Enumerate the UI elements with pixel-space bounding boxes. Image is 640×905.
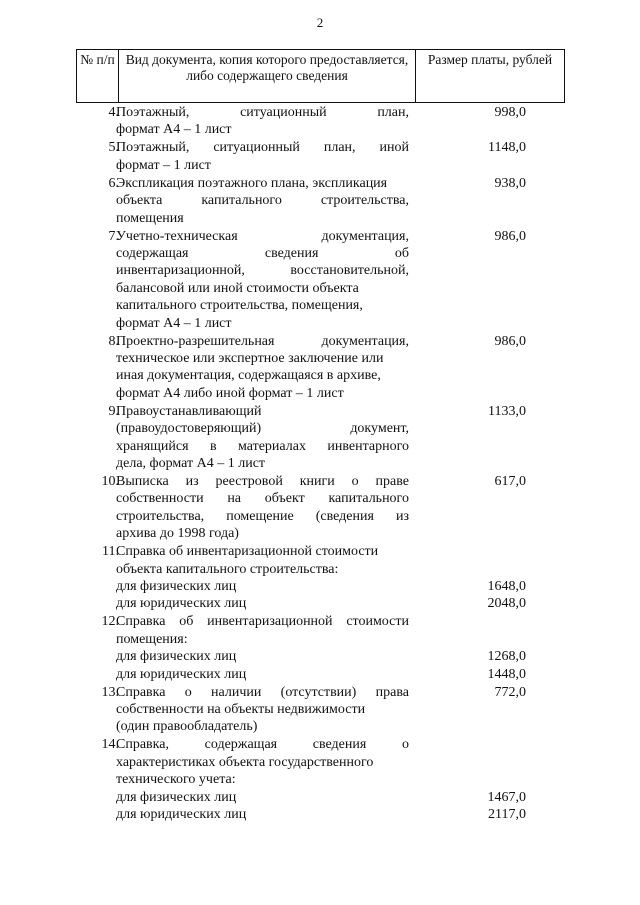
description-word: Справка об инвентаризационной стоимости — [116, 544, 379, 560]
price-value: 2048,0 — [487, 596, 526, 612]
price-value — [456, 561, 526, 578]
price-value: 1448,0 — [487, 666, 526, 682]
description-line — [116, 754, 409, 771]
description-word: (один правообладатель) — [116, 719, 258, 735]
description-line — [116, 157, 409, 174]
description-word: характеристиках объекта государственного — [116, 754, 374, 770]
description-word: объект — [264, 491, 305, 507]
row-number: 7. — [108, 228, 119, 244]
description-word: хранящийся — [116, 438, 189, 454]
description-word: об — [179, 614, 194, 630]
price-value — [456, 385, 526, 402]
description-word: Поэтажный, — [116, 140, 190, 156]
price-value: 986,0 — [494, 333, 526, 349]
price-value — [456, 245, 526, 262]
description-line — [116, 262, 409, 279]
price-value — [456, 367, 526, 384]
description-word: из — [395, 508, 409, 524]
row-description — [116, 175, 409, 227]
description-line — [116, 350, 409, 367]
price-value — [456, 701, 526, 718]
price-value: 772,0 — [494, 684, 526, 700]
description-word: Правоустанавливающий — [116, 403, 262, 419]
description-word: иной — [379, 140, 409, 156]
row-number: 14. — [101, 737, 119, 753]
description-line — [116, 175, 409, 192]
price-value — [456, 157, 526, 174]
price-value — [456, 315, 526, 332]
description-word: иная документация, содержащаяся в архиве, — [116, 368, 381, 384]
price-value — [456, 490, 526, 507]
price-value — [456, 718, 526, 735]
row-number: 6. — [108, 175, 119, 191]
description-word: собственности — [116, 491, 204, 507]
description-line — [116, 455, 409, 472]
price-value — [456, 280, 526, 297]
description-word: восстановительной, — [290, 263, 409, 279]
header-price: Размер платы, рублей — [416, 50, 565, 103]
row-description — [116, 736, 409, 823]
description-word: Справка, — [116, 737, 169, 753]
description-word: Учетно-техническая — [116, 228, 238, 244]
price-value — [456, 210, 526, 227]
description-word: для физических лиц — [116, 789, 237, 805]
row-description — [116, 333, 409, 403]
price-value: 2117,0 — [488, 806, 526, 822]
price-value: 998,0 — [494, 105, 526, 120]
description-line — [116, 385, 409, 402]
description-word: инвентаризационной, — [116, 263, 245, 279]
description-word: капитального — [328, 491, 409, 507]
description-word: для юридических лиц — [116, 666, 247, 682]
price-value: 1268,0 — [487, 649, 526, 665]
description-line — [116, 315, 409, 332]
description-word: в — [209, 438, 217, 454]
price-value — [456, 121, 526, 138]
price-value: 938,0 — [494, 175, 526, 191]
description-word: из — [185, 474, 199, 489]
description-line — [116, 121, 409, 138]
row-price — [456, 104, 526, 139]
row-description — [116, 139, 409, 174]
description-line — [116, 666, 409, 683]
description-word: наличии — [211, 684, 262, 700]
description-word: книги — [299, 474, 335, 489]
description-line — [116, 525, 409, 542]
description-word: формат А4 – 1 лист — [116, 122, 232, 138]
description-word: сведения — [264, 245, 319, 261]
description-word: (правоудостоверяющий) — [116, 421, 262, 437]
description-line — [116, 684, 409, 701]
price-value: 986,0 — [494, 228, 526, 244]
price-value — [456, 613, 526, 630]
description-line — [116, 139, 409, 156]
description-line — [116, 245, 409, 262]
description-line — [116, 595, 409, 612]
description-line — [116, 508, 409, 525]
description-line — [116, 578, 409, 595]
price-value: 1467,0 — [487, 789, 526, 805]
description-word: собственности на объекты недвижимости — [116, 701, 366, 717]
row-price — [456, 139, 526, 174]
row-description — [116, 684, 409, 736]
description-word: помещение — [226, 508, 294, 524]
row-number: 9. — [108, 403, 119, 419]
description-line — [116, 631, 409, 648]
price-value: 1148,0 — [488, 140, 526, 156]
row-number: 11. — [102, 544, 119, 560]
description-word: на — [227, 491, 242, 507]
description-word: капитального — [201, 193, 282, 209]
description-word: инвентаризационной — [207, 614, 333, 630]
description-word: для физических лиц — [116, 649, 237, 665]
description-word: о — [351, 474, 359, 489]
price-value — [456, 754, 526, 771]
price-value — [456, 736, 526, 753]
description-word: для физических лиц — [116, 578, 237, 594]
description-line — [116, 420, 409, 437]
description-word: объекта — [116, 193, 163, 209]
price-value: 617,0 — [494, 474, 526, 489]
description-word: дела, формат А4 – 1 лист — [116, 455, 266, 471]
description-word: техническое или экспертное заключение или — [116, 350, 384, 366]
description-line — [116, 280, 409, 297]
description-word: (сведения — [315, 508, 374, 524]
row-price — [456, 175, 526, 227]
price-value — [456, 508, 526, 525]
description-word: Проектно-разрешительная — [116, 333, 275, 349]
row-number: 10. — [101, 474, 119, 489]
description-line — [116, 613, 409, 630]
price-value — [456, 543, 526, 560]
description-word: документ, — [350, 421, 409, 437]
description-line — [116, 701, 409, 718]
description-word: материалах — [237, 438, 306, 454]
description-word: содержащая — [116, 245, 189, 261]
row-number: 13. — [101, 684, 119, 700]
description-word: объекта капитального строительства: — [116, 561, 339, 577]
header-doc: Вид документа, копия которого предоставляется, либо содержащего сведения — [119, 50, 416, 103]
row-description — [116, 543, 409, 613]
description-word: документация, — [321, 228, 409, 244]
description-word: Справка — [116, 684, 166, 700]
description-word: об — [394, 245, 409, 261]
row-number: 5. — [108, 140, 119, 156]
description-line — [116, 789, 409, 806]
row-price — [456, 403, 526, 473]
price-value — [456, 631, 526, 648]
price-value — [456, 771, 526, 788]
price-value: 1133,0 — [488, 403, 526, 419]
description-word: формат – 1 лист — [116, 157, 211, 173]
description-line — [116, 192, 409, 209]
description-word: реестровой — [215, 474, 283, 489]
description-word: документация, — [321, 333, 409, 349]
description-word: капитального строительства, помещения, — [116, 298, 363, 314]
price-value — [456, 192, 526, 209]
description-word: о — [184, 684, 192, 700]
row-number: 4. — [108, 105, 119, 120]
description-word: строительства, — [116, 508, 205, 524]
row-number: 12. — [101, 614, 119, 630]
description-line — [116, 543, 409, 560]
description-word: строительства, — [320, 193, 409, 209]
description-word: права — [375, 684, 409, 700]
description-word: план, — [377, 105, 409, 120]
description-word: сведения — [312, 737, 367, 753]
description-line — [116, 333, 409, 350]
row-description — [116, 473, 409, 543]
row-description — [116, 228, 409, 332]
price-value — [456, 350, 526, 367]
description-word: о — [402, 737, 409, 753]
description-word: для юридических лиц — [116, 596, 247, 612]
row-description — [116, 104, 409, 139]
description-word: (отсутствии) — [280, 684, 357, 700]
description-line — [116, 648, 409, 665]
description-word: ситуационный — [213, 140, 300, 156]
row-price — [456, 473, 526, 543]
description-word: помещения — [116, 210, 184, 226]
price-value — [456, 420, 526, 437]
row-price — [456, 613, 526, 683]
description-line — [116, 297, 409, 314]
description-word: помещения: — [116, 631, 188, 647]
row-description — [116, 403, 409, 473]
header-num: № п/п — [77, 50, 119, 103]
description-line — [116, 718, 409, 735]
description-word: инвентарного — [327, 438, 409, 454]
description-word: архива до 1998 года) — [116, 526, 239, 542]
description-word: балансовой или иной стоимости объекта — [116, 280, 359, 296]
description-line — [116, 104, 409, 121]
description-word: Выписка — [116, 474, 169, 489]
price-value — [456, 297, 526, 314]
row-price — [456, 333, 526, 403]
description-word: формат А4 либо иной формат – 1 лист — [116, 385, 344, 401]
row-price — [456, 543, 526, 613]
description-line — [116, 561, 409, 578]
description-line — [116, 403, 409, 420]
description-line — [116, 736, 409, 753]
price-value — [456, 438, 526, 455]
description-word: Поэтажный, — [116, 105, 190, 120]
row-price — [456, 736, 526, 823]
description-word: праве — [375, 474, 409, 489]
description-line — [116, 490, 409, 507]
description-word: Экспликация поэтажного плана, экспликация — [116, 175, 388, 191]
description-line — [116, 210, 409, 227]
table-header — [76, 49, 565, 103]
price-value — [456, 525, 526, 542]
description-line — [116, 806, 409, 823]
price-value — [456, 455, 526, 472]
description-line — [116, 367, 409, 384]
price-value: 1648,0 — [487, 578, 526, 594]
description-word: содержащая — [204, 737, 278, 753]
description-word: Справка — [116, 614, 166, 630]
description-line — [116, 771, 409, 788]
row-number: 8. — [108, 333, 119, 349]
row-price — [456, 684, 526, 736]
price-value — [456, 262, 526, 279]
description-word: формат А4 – 1 лист — [116, 315, 232, 331]
row-description — [116, 613, 409, 683]
description-word: стоимости — [346, 614, 409, 630]
description-line — [116, 228, 409, 245]
description-word: для юридических лиц — [116, 806, 247, 822]
description-line — [116, 473, 409, 490]
description-word: ситуационный — [240, 105, 327, 120]
row-price — [456, 228, 526, 332]
description-word: технического учета: — [116, 772, 236, 788]
description-word: план, — [323, 140, 356, 156]
description-line — [116, 438, 409, 455]
page-number: 2 — [316, 15, 324, 30]
